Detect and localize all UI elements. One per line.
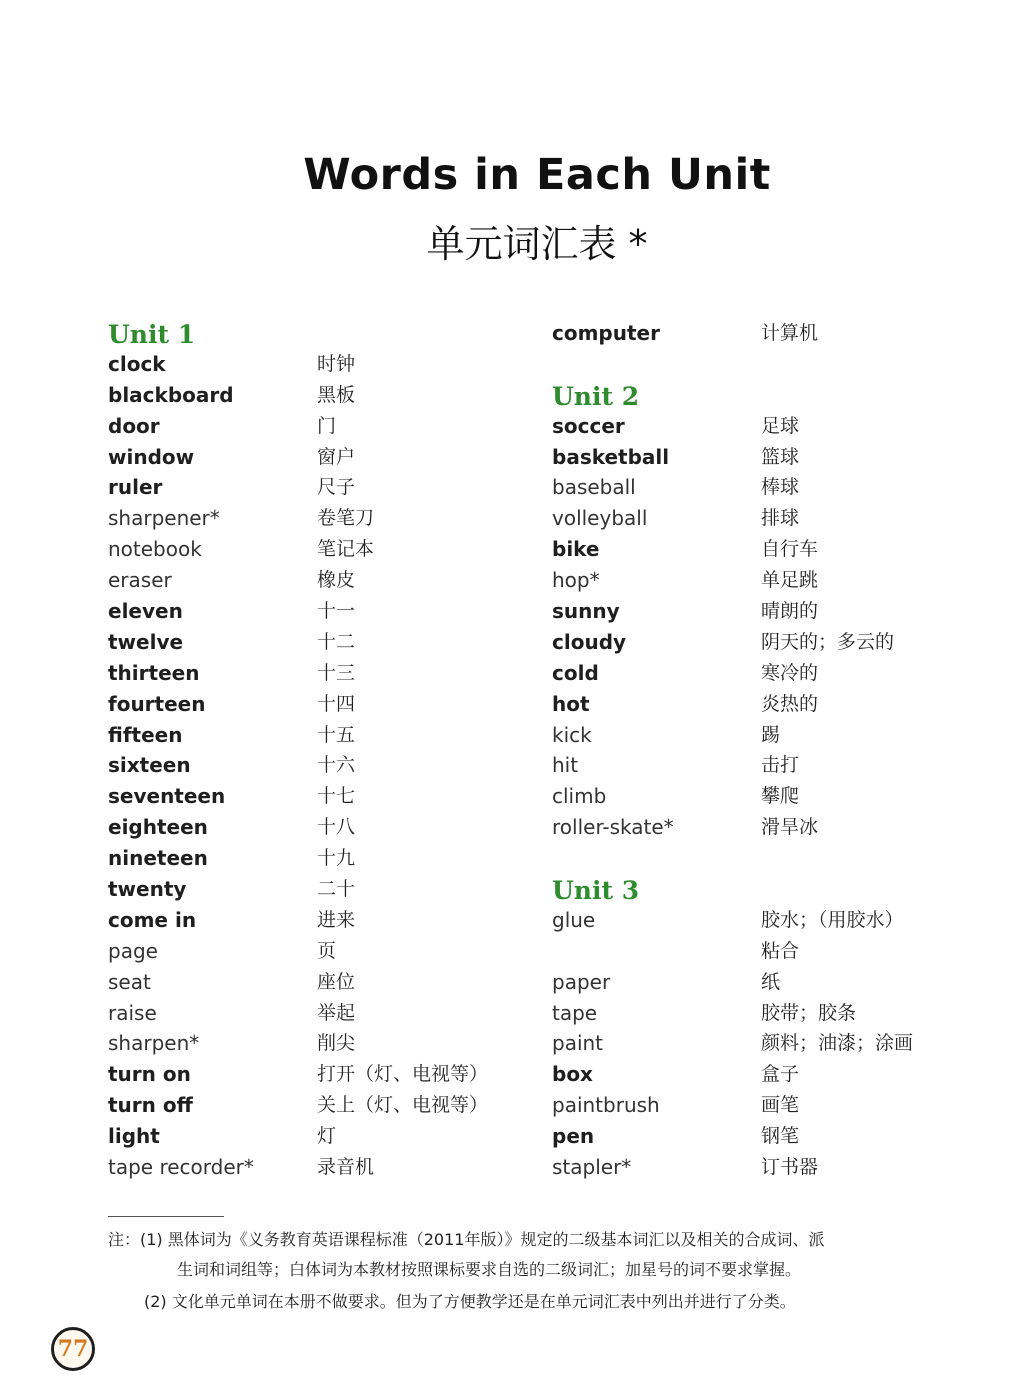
- vocab-word: pen: [552, 1124, 595, 1149]
- vocab-word: kick: [552, 722, 592, 747]
- vocab-word: window: [108, 444, 195, 469]
- vocab-meaning: 单足跳: [761, 569, 819, 592]
- page-title-chinese: 单元词汇表 *: [426, 222, 648, 266]
- vocab-word: tape recorder*: [108, 1155, 254, 1180]
- vocab-row: [108, 689, 528, 720]
- vocab-row: [108, 781, 528, 812]
- vocab-row: [108, 936, 528, 967]
- vocab-row: [108, 967, 528, 998]
- vocab-meaning: 篮球: [761, 445, 800, 468]
- vocab-word: volleyball: [552, 506, 648, 531]
- vocab-row: [108, 472, 528, 503]
- vocab-meaning: 十五: [317, 723, 356, 746]
- vocab-meaning: 自行车: [761, 538, 819, 561]
- vocab-meaning: 十四: [317, 692, 356, 715]
- vocab-word: turn off: [108, 1093, 193, 1118]
- vocab-row: [108, 874, 528, 905]
- vocab-row: [108, 442, 528, 473]
- vocab-row: [552, 936, 972, 967]
- vocab-row: [552, 565, 972, 596]
- vocab-word: page: [108, 938, 158, 963]
- vocab-meaning: 足球: [761, 414, 800, 437]
- vocab-row: [108, 1028, 528, 1059]
- vocab-meaning: 十八: [317, 816, 356, 839]
- vocab-word: box: [552, 1062, 593, 1087]
- vocab-meaning: 攀爬: [761, 785, 800, 808]
- page-number-badge: 77: [51, 1327, 95, 1371]
- vocab-meaning: 关上（灯、电视等）: [317, 1094, 489, 1117]
- vocab-meaning: 十三: [317, 661, 356, 684]
- vocab-word: climb: [552, 784, 607, 809]
- vocab-word: soccer: [552, 413, 625, 438]
- vocab-row: [108, 534, 528, 565]
- vocab-word: bike: [552, 537, 600, 562]
- vocab-meaning: 灯: [317, 1125, 337, 1148]
- vocab-word: twelve: [108, 629, 184, 654]
- vocab-row: [552, 596, 972, 627]
- vocab-meaning: 进来: [317, 908, 356, 931]
- vocab-row: [552, 998, 972, 1029]
- vocab-word: seventeen: [108, 784, 226, 809]
- vocab-meaning: 十九: [317, 847, 356, 870]
- vocab-row: [552, 627, 972, 658]
- vocab-row: [552, 1090, 972, 1121]
- vocab-row: [552, 411, 972, 442]
- unit-heading: Unit 3: [552, 876, 640, 906]
- vocab-meaning: 计算机: [761, 322, 819, 344]
- vocab-meaning: 滑旱冰: [761, 816, 819, 839]
- vocab-column-right: [552, 318, 972, 1183]
- page-title-english: Words in Each Unit: [303, 150, 771, 200]
- vocab-word: stapler*: [552, 1155, 632, 1180]
- vocab-row: [108, 1059, 528, 1090]
- vocab-word: paintbrush: [552, 1093, 660, 1118]
- vocab-word: paint: [552, 1031, 604, 1056]
- vocab-word: fifteen: [108, 722, 183, 747]
- unit-heading: Unit 2: [552, 381, 640, 411]
- vocab-word: door: [108, 413, 160, 438]
- vocab-word: twenty: [108, 877, 187, 902]
- vocab-row: [552, 781, 972, 812]
- vocab-meaning: 胶水；（用胶水）: [761, 908, 904, 931]
- vocab-meaning: 订书器: [761, 1156, 819, 1179]
- vocab-row: [108, 349, 528, 380]
- vocab-meaning: 棒球: [761, 476, 800, 499]
- vocab-word: cold: [552, 660, 599, 685]
- vocab-word: light: [108, 1124, 160, 1149]
- vocab-word: fourteen: [108, 691, 206, 716]
- vocab-row: [108, 1090, 528, 1121]
- vocab-meaning: 二十: [317, 878, 356, 901]
- vocab-word: sharpen*: [108, 1031, 200, 1056]
- vocab-word: basketball: [552, 444, 670, 469]
- vocab-word: come in: [108, 907, 197, 932]
- vocab-word: hop*: [552, 568, 600, 593]
- vocab-row: [552, 658, 972, 689]
- vocab-meaning: 纸: [761, 970, 781, 993]
- vocab-meaning: 时钟: [317, 352, 356, 375]
- vocab-row: [108, 503, 528, 534]
- vocab-row: [108, 658, 528, 689]
- vocab-meaning: 钢笔: [761, 1125, 800, 1148]
- vocab-meaning: 颜料；油漆；涂画: [761, 1032, 914, 1055]
- vocab-row: [552, 1059, 972, 1090]
- vocab-word: nineteen: [108, 846, 208, 871]
- vocab-word: glue: [552, 907, 596, 932]
- vocab-meaning: 削尖: [317, 1032, 356, 1055]
- vocab-row: [552, 472, 972, 503]
- vocab-word: clock: [108, 351, 166, 376]
- vocab-word: hot: [552, 691, 590, 716]
- vocab-row: [108, 998, 528, 1029]
- row-spacer: [552, 843, 972, 874]
- vocab-row: [552, 318, 972, 349]
- vocab-row: [108, 627, 528, 658]
- vocab-row: [552, 967, 972, 998]
- vocab-meaning: 打开（灯、电视等）: [317, 1063, 489, 1086]
- vocab-row: [552, 905, 972, 936]
- vocab-row: [108, 905, 528, 936]
- vocab-word: ruler: [108, 475, 163, 500]
- vocab-word: roller-skate*: [552, 815, 674, 840]
- vocab-row: [108, 380, 528, 411]
- vocab-meaning: 十二: [317, 630, 356, 653]
- footnote-line-1: 注：(1) 黑体词为《义务教育英语课程标准（2011年版）》规定的二级基本词汇以及相关的合成词、派: [108, 1230, 825, 1249]
- vocab-word: thirteen: [108, 660, 200, 685]
- vocab-meaning: 画笔: [761, 1094, 800, 1117]
- vocab-word: paper: [552, 969, 611, 994]
- vocab-row: [108, 750, 528, 781]
- row-spacer: [552, 349, 972, 380]
- vocab-row: [552, 1152, 972, 1183]
- vocab-meaning: 寒冷的: [761, 661, 819, 684]
- vocab-word: cloudy: [552, 629, 627, 654]
- vocab-word: turn on: [108, 1062, 191, 1087]
- vocab-row: [552, 1028, 972, 1059]
- vocab-word: hit: [552, 753, 579, 778]
- vocab-meaning: 录音机: [317, 1156, 375, 1179]
- vocab-meaning: 窗户: [317, 445, 356, 468]
- vocab-row: [108, 843, 528, 874]
- vocab-row: [552, 689, 972, 720]
- vocab-row: [108, 1152, 528, 1183]
- footnote-line-1-continued: 生词和词组等；白体词为本教材按照课标要求自选的二级词汇；加星号的词不要求掌握。: [177, 1260, 802, 1279]
- vocab-meaning: 尺子: [317, 476, 356, 499]
- vocab-meaning: 举起: [317, 1001, 356, 1024]
- vocab-row: [108, 720, 528, 751]
- vocab-meaning: 十六: [317, 754, 356, 777]
- vocab-meaning: 笔记本: [317, 538, 375, 561]
- vocab-meaning: 卷笔刀: [317, 507, 375, 530]
- vocab-row: [108, 411, 528, 442]
- vocab-word: eighteen: [108, 815, 208, 840]
- vocab-meaning: 阴天的；多云的: [761, 630, 895, 653]
- vocab-meaning: 十七: [317, 785, 356, 808]
- vocab-word: eleven: [108, 599, 183, 624]
- vocab-row: [108, 1121, 528, 1152]
- vocab-meaning: 踢: [761, 723, 781, 746]
- vocab-word: eraser: [108, 568, 172, 593]
- vocab-meaning: 十一: [317, 600, 356, 623]
- vocab-row: [552, 750, 972, 781]
- unit-heading: Unit 1: [108, 320, 196, 349]
- vocab-meaning: 黑板: [317, 383, 356, 406]
- vocab-meaning: 橡皮: [317, 569, 356, 592]
- vocab-meaning: 粘合: [761, 939, 800, 962]
- vocab-meaning: 排球: [761, 507, 800, 530]
- vocab-row: [552, 1121, 972, 1152]
- vocab-word: sixteen: [108, 753, 191, 778]
- vocab-meaning: 晴朗的: [761, 600, 819, 623]
- vocab-row: [552, 442, 972, 473]
- vocab-meaning: 击打: [761, 754, 800, 777]
- vocab-column-left: [108, 318, 528, 1183]
- vocab-word: computer: [552, 321, 660, 345]
- vocab-word: notebook: [108, 537, 202, 562]
- footnote-line-2: (2) 文化单元单词在本册不做要求。但为了方便教学还是在单元词汇表中列出并进行了分类。: [144, 1292, 796, 1311]
- footnote-divider: [108, 1216, 224, 1217]
- vocab-word: blackboard: [108, 382, 234, 407]
- vocab-meaning: 炎热的: [761, 692, 819, 715]
- vocab-row: [108, 812, 528, 843]
- vocab-row: [108, 596, 528, 627]
- vocab-word: raise: [108, 1000, 157, 1025]
- vocab-word: baseball: [552, 475, 636, 500]
- vocab-row: [552, 534, 972, 565]
- vocab-word: seat: [108, 969, 151, 994]
- vocab-row: [552, 812, 972, 843]
- vocab-row: [552, 503, 972, 534]
- vocab-meaning: 座位: [317, 970, 356, 993]
- vocab-meaning: 门: [317, 414, 337, 437]
- vocab-meaning: 页: [317, 939, 337, 962]
- vocab-row: [552, 720, 972, 751]
- vocab-meaning: 胶带；胶条: [761, 1001, 857, 1024]
- vocab-row: [108, 565, 528, 596]
- vocab-word: sharpener*: [108, 506, 220, 531]
- vocab-word: sunny: [552, 599, 620, 624]
- vocab-meaning: 盒子: [761, 1063, 800, 1086]
- vocab-word: tape: [552, 1000, 598, 1025]
